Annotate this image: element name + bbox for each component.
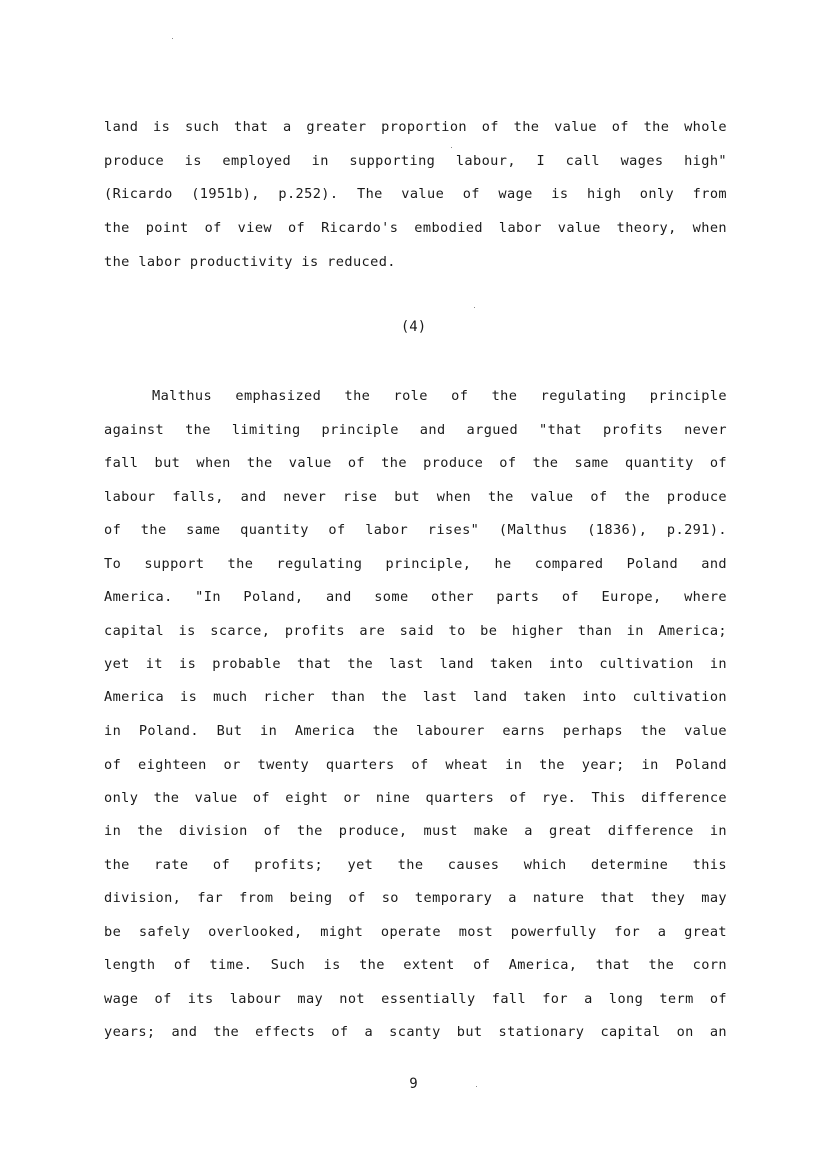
text-line: land is such that a greater proportion of the value of the whole: [104, 119, 727, 135]
text-line-indented: Malthus emphasized the role of the regulating principle: [152, 388, 727, 404]
text-line: the point of view of Ricardo's embodied labor value theory, when: [104, 220, 727, 236]
text-line: be safely overlooked, might operate most powerfully for a great: [104, 924, 727, 940]
text-line: the rate of profits; yet the causes which determine this: [104, 857, 727, 873]
scan-speck: [172, 38, 173, 39]
page-number: 9: [409, 1076, 418, 1092]
text-line: To support the regulating principle, he compared Poland and: [104, 556, 727, 572]
text-line: division, far from being of so temporary a nature that they may: [104, 890, 727, 906]
text-line: of eighteen or twenty quarters of wheat in the year; in Poland: [104, 757, 727, 773]
text-line: America. "In Poland, and some other parts of Europe, where: [104, 589, 727, 605]
text-line: years; and the effects of a scanty but stationary capital on an: [104, 1024, 727, 1040]
text-line: the labor productivity is reduced.: [104, 254, 396, 270]
text-line: yet it is probable that the last land taken into cultivation in: [104, 656, 727, 672]
text-line: labour falls, and never rise but when the value of the produce: [104, 489, 727, 505]
section-marker: (4): [400, 319, 427, 335]
text-line: of the same quantity of labor rises" (Malthus (1836), p.291).: [104, 522, 727, 538]
text-line: capital is scarce, profits are said to be higher than in America;: [104, 623, 727, 639]
text-line: against the limiting principle and argued "that profits never: [104, 422, 727, 438]
text-line: in the division of the produce, must make a great difference in: [104, 823, 727, 839]
text-line: in Poland. But in America the labourer earns perhaps the value: [104, 723, 727, 739]
text-line: length of time. Such is the extent of America, that the corn: [104, 957, 727, 973]
text-line: (Ricardo (1951b), p.252). The value of wage is high only from: [104, 186, 727, 202]
scan-speck: [451, 147, 452, 148]
text-line: produce is employed in supporting labour, I call wages high": [104, 153, 727, 169]
scan-speck: [474, 307, 475, 308]
text-line: only the value of eight or nine quarters of rye. This difference: [104, 790, 727, 806]
text-line: America is much richer than the last land taken into cultivation: [104, 689, 727, 705]
text-line: wage of its labour may not essentially fall for a long term of: [104, 991, 727, 1007]
text-line: fall but when the value of the produce of the same quantity of: [104, 455, 727, 471]
